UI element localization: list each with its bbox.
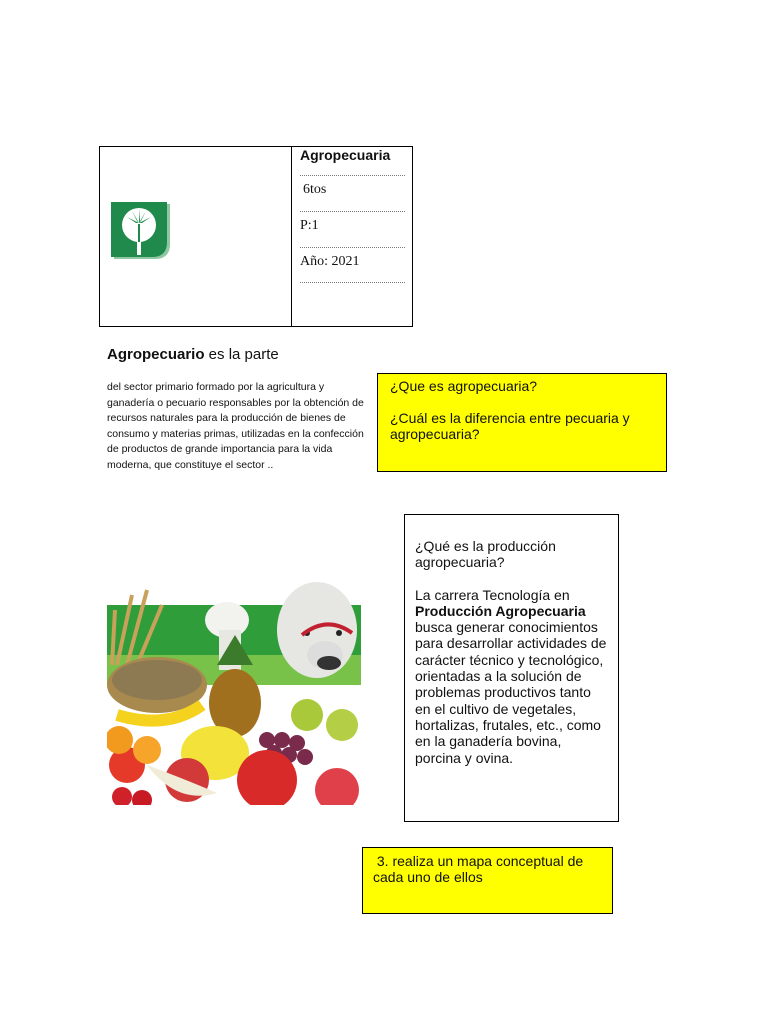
production-text-end: busca generar conocimientos para desarrollar actividades de carácter técnico y tecnológico, orientadas a la solución de problemas productivos tanto en el cultivo de vegetales, hortalizas, frutales, etc., como en la ganadería bovina, porcina y ovina.	[415, 619, 607, 766]
year-label: Año: 2021	[300, 254, 360, 269]
questions-box	[377, 373, 667, 472]
task-text: 3. realiza un mapa conceptual de cada uno de ellos	[373, 853, 588, 885]
dotted-divider	[300, 247, 405, 248]
task-box	[362, 847, 613, 914]
production-question: ¿Qué es la producción agropecuaria?	[415, 538, 556, 571]
grade-label: 6tos	[303, 182, 327, 197]
question-2: ¿Cuál es la diferencia entre pecuaria y agropecuaria?	[390, 410, 630, 442]
production-box	[404, 514, 619, 822]
intro-heading	[107, 346, 279, 363]
subject-title: Agropecuaria	[300, 147, 391, 163]
dotted-divider	[300, 211, 405, 212]
question-1: ¿Que es agropecuaria?	[390, 378, 538, 394]
course-info-cell	[292, 147, 412, 326]
production-text-start: La carrera Tecnología en	[415, 586, 570, 603]
logo-cell	[100, 147, 292, 326]
intro-paragraph: del sector primario formado por la agricultura y ganadería o pecuario responsables por la obtención de recursos naturales para la producción de bienes de consumo y materias primas, utilizadas en la confección de productos de grande importancia para la vida moderna, que constituye el sector ..	[107, 381, 364, 471]
period-label: P:1	[300, 218, 319, 233]
header-table	[99, 146, 413, 327]
intro-heading-bold: Agropecuario	[107, 346, 205, 363]
intro-heading-rest: es la parte	[204, 346, 279, 363]
agriculture-photo	[107, 575, 361, 805]
production-paragraph	[415, 587, 609, 766]
production-text-bold: Producción Agropecuaria	[415, 602, 586, 619]
palm-logo-icon	[108, 200, 176, 263]
dotted-divider	[300, 175, 405, 176]
dotted-divider	[300, 282, 405, 283]
